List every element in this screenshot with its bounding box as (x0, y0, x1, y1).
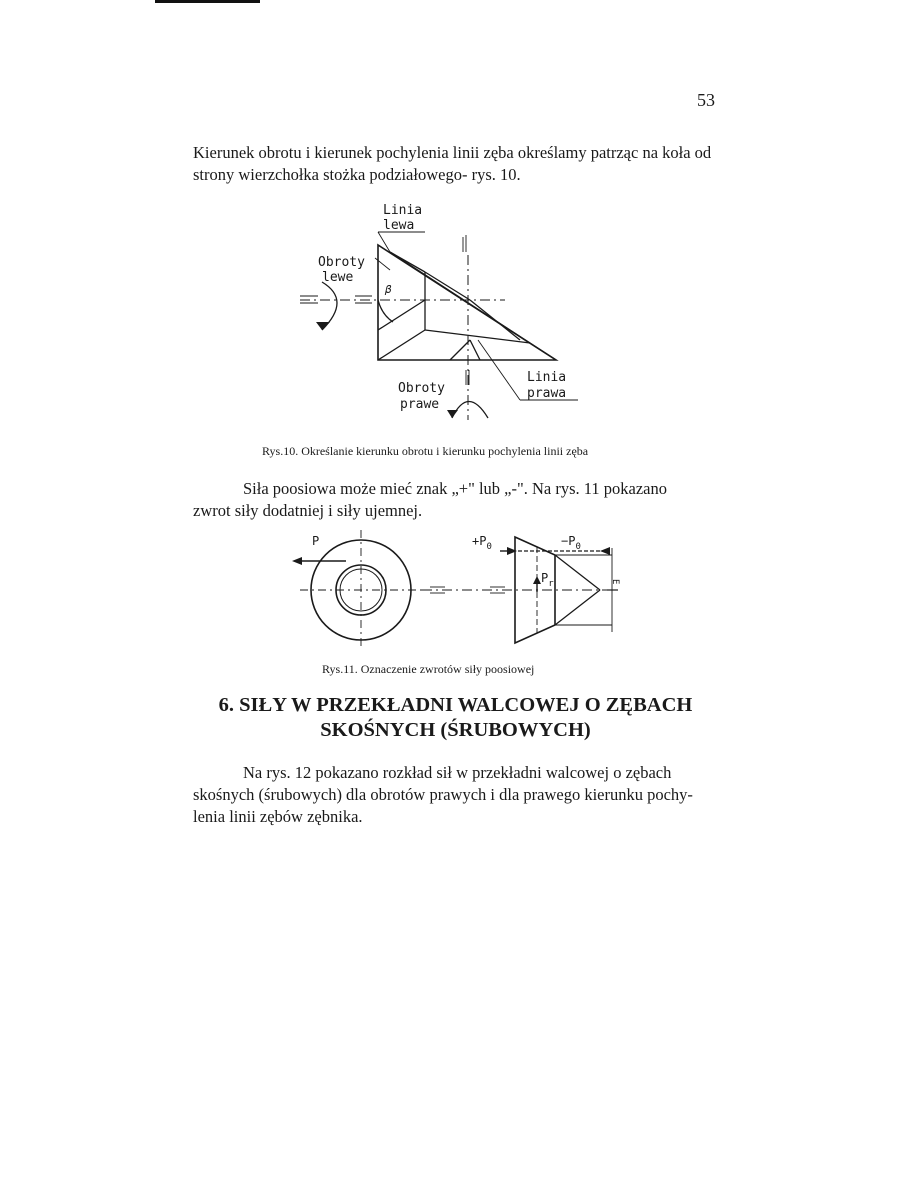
paragraph-helical-line3: lenia linii zębów zębnika. (193, 807, 363, 826)
paragraph-helical-line2: skośnych (śrubowych) dla obrotów prawych i dla prawego kierunku pochy- (193, 785, 693, 804)
fig10-label-obroty-lewe-2: lewe (322, 270, 354, 285)
paragraph-axial-force-line2: zwrot siły dodatniej i siły ujemnej. (193, 501, 423, 520)
fig11-label-e: E (610, 579, 620, 585)
fig11-pr-arrowhead (533, 576, 541, 584)
fig10-label-linia-prawa-2: prawa (527, 386, 567, 401)
fig10-label-obroty-lewe-1: Obroty (318, 255, 365, 270)
fig10-label-linia-lewa-1: Linia (383, 203, 423, 218)
fig11-label-plus-p-sub: 0 (486, 542, 492, 552)
fig11-label-pr-sub: r (548, 579, 554, 589)
figure-10-caption: Rys.10. Określanie kierunku obrotu i kierunku pochylenia linii zęba (262, 444, 589, 458)
fig10-label-obroty-prawe-2: prawe (400, 397, 440, 412)
section-heading-line2: SKOŚNYCH (ŚRUBOWYCH) (320, 719, 591, 741)
fig10-label-linia-lewa-2: lewa (383, 218, 415, 233)
fig11-force-p-arrowhead (292, 557, 302, 565)
fig10-label-obroty-prawe-1: Obroty (398, 381, 445, 396)
fig11-label-pr: $P_r$ (541, 571, 554, 589)
section-heading-line1: 6. SIŁY W PRZEKŁADNI WALCOWEJ O ZĘBACH (218, 694, 693, 716)
paragraph-intro: Kierunek obrotu i kierunek pochylenia linii zęba określamy patrząc na koła od strony wierzchołka stożka podziałowego- rys. 10. (193, 143, 712, 184)
fig11-bevel-cone-bottom (555, 590, 600, 625)
paragraph-helical-line1: Na rys. 12 pokazano rozkład sił w przekładni walcowej o zębach (243, 763, 672, 782)
fig11-force-minus-arrowhead (600, 547, 610, 555)
fig10-label-linia-prawa-1: Linia (527, 370, 567, 385)
fig11-bevel-cone-top (555, 555, 600, 590)
section-heading (193, 693, 718, 743)
fig11-label-minus-p-sub: 0 (575, 542, 581, 552)
fig11-label-minus-p: $-P_0$ (561, 534, 581, 552)
fig11-label-plus-p: $+P_0$ (472, 534, 492, 552)
paragraph-axial-force-line1: Siła poosiowa może mieć znak „+" lub „-". Na rys. 11 pokazano (243, 479, 667, 498)
page-number: 53 (697, 90, 715, 110)
paragraph-helical-gears (193, 762, 718, 828)
fig10-label-beta: β (385, 283, 392, 296)
fig11-label-p: P (312, 534, 320, 548)
figure-11-caption: Rys.11. Oznaczenie zwrotów siły poosiowej (322, 662, 535, 676)
